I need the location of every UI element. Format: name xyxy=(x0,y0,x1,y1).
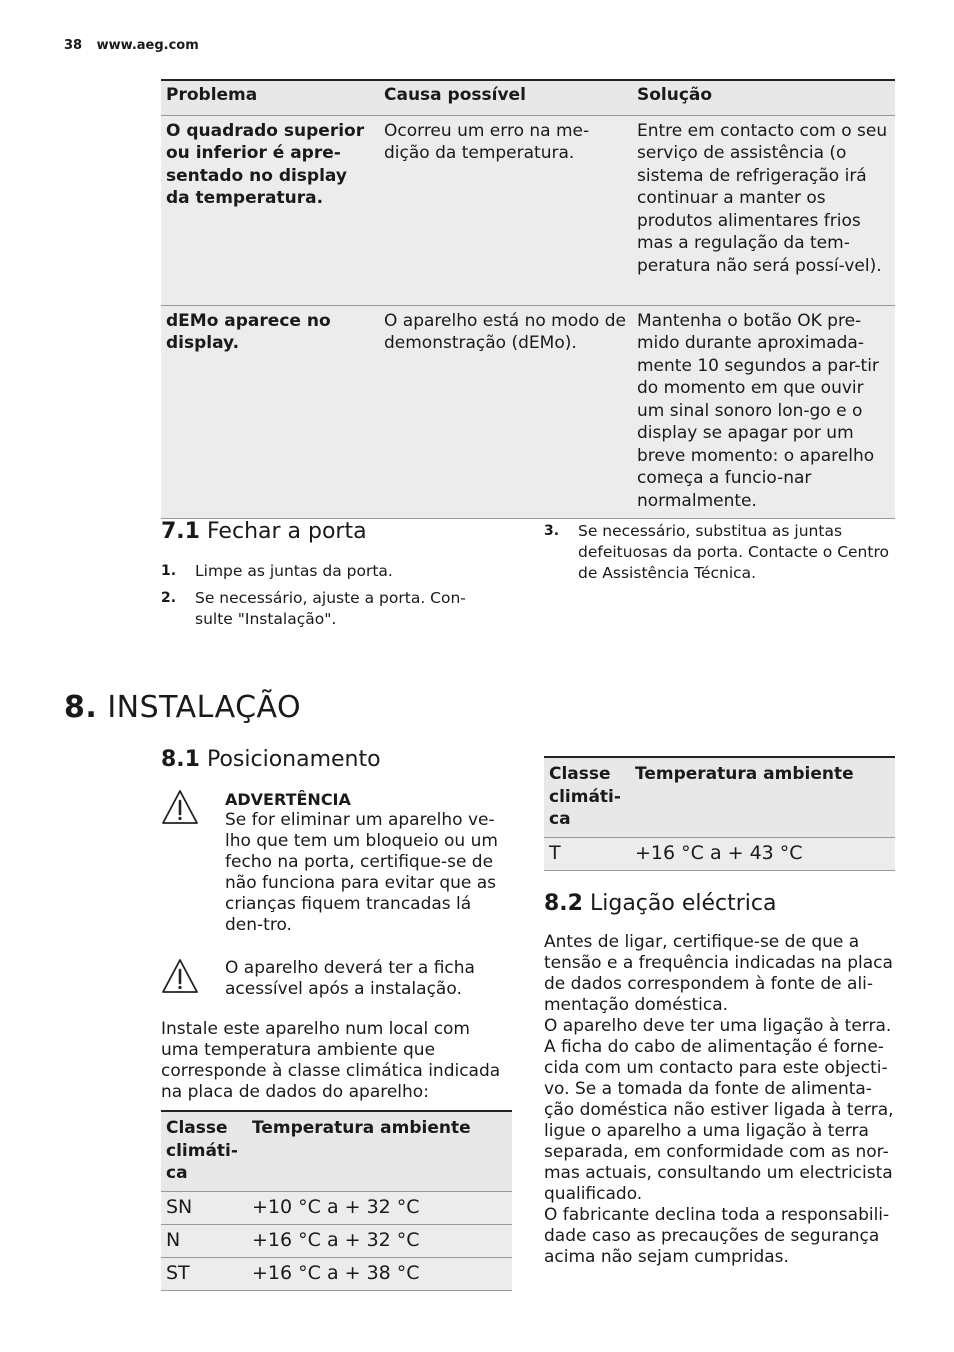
climate-class-table xyxy=(161,1110,512,1291)
class-cell: T xyxy=(544,837,630,870)
page-header xyxy=(64,38,209,53)
problem-cell: dEMo aparece no display. xyxy=(161,305,379,519)
chapter-title: INSTALAÇÃO xyxy=(107,690,302,725)
paragraph: O aparelho deve ter uma ligação à terra. A ficha do cabo de alimentação é forne-cida com um contacto para este objecti-vo. Se a tomada da fonte de alimenta-ção doméstica não estiver ligada à terra, ligue o aparelho a uma ligação à terra separada, em conformidade com as nor-mas actuais, consultando um electricista qualificado. xyxy=(544,1016,894,1204)
list-item xyxy=(161,588,501,630)
temperature-cell: +16 °C a + 32 °C xyxy=(247,1224,512,1257)
troubleshooting-table xyxy=(161,79,895,519)
warning-triangle-icon xyxy=(161,958,225,1000)
chapter-number: 8. xyxy=(64,690,98,725)
table-header-row xyxy=(161,1112,512,1191)
list-item xyxy=(544,521,894,584)
column-header: Classe climáti-ca xyxy=(161,1112,247,1191)
step-text: Se necessário, ajuste a porta. Con-sulte "Instalação". xyxy=(195,589,466,628)
section-title: Posicionamento xyxy=(206,747,381,772)
step-number: 3. xyxy=(544,523,560,539)
warning-text: Se for eliminar um aparelho ve-lho que tem um bloqueio ou um fecho na porta, certifique-se de não funciona para evitar que as crianças fiquem trancadas lá den-tro. xyxy=(225,810,498,935)
section-title: Fechar a porta xyxy=(206,519,367,544)
column-header: Solução xyxy=(632,81,895,115)
section-heading-8-1 xyxy=(161,747,381,772)
website-link[interactable]: www.aeg.com xyxy=(96,38,199,53)
solution-cell: Entre em contacto com o seu serviço de assistência (o sistema de refrigeração irá continuar a manter os produtos alimentares frios mas a regulação da tem-peratura não será possí-vel). xyxy=(632,115,895,305)
steps-list-left xyxy=(161,561,501,636)
section-number: 7.1 xyxy=(161,519,200,544)
warning-block xyxy=(161,958,513,1000)
warning-text: O aparelho deverá ter a ficha acessível após a instalação. xyxy=(225,958,475,999)
section-heading-7-1 xyxy=(161,519,367,544)
table-row xyxy=(161,305,895,519)
solution-cell: Mantenha o botão OK pre-mido durante aproximada-mente 10 segundos a par-tir do momento em que ouvir um sinal sonoro lon-go e o display se apagar por um breve momento: o aparelho começa a funcio-nar normalmente. xyxy=(632,305,895,519)
steps-list-right xyxy=(544,521,894,590)
warning-title: ADVERTÊNCIA xyxy=(225,790,351,809)
class-cell: SN xyxy=(161,1191,247,1224)
paragraph: Antes de ligar, certifique-se de que a tensão e a frequência indicadas na placa de dados correspondem à fonte de ali-mentação doméstica. xyxy=(544,932,893,1015)
warning-block xyxy=(161,789,513,936)
positioning-intro: Instale este aparelho num local com uma temperatura ambiente que corresponde à classe climática indicada na placa de dados do aparelho: xyxy=(161,1019,501,1102)
table-row xyxy=(161,1257,512,1290)
section-number: 8.2 xyxy=(544,891,583,916)
problem-cell: O quadrado superior ou inferior é apre-sentado no display da temperatura. xyxy=(161,115,379,305)
temperature-cell: +10 °C a + 32 °C xyxy=(247,1191,512,1224)
table-header-row xyxy=(544,758,895,837)
column-header: Classe climáti-ca xyxy=(544,758,630,837)
table-row xyxy=(161,115,895,305)
column-header: Problema xyxy=(161,81,379,115)
table-header-row xyxy=(161,81,895,115)
page-number: 38 xyxy=(64,38,83,53)
electrical-connection-text xyxy=(544,932,896,1268)
table-row xyxy=(161,1191,512,1224)
table-row xyxy=(544,837,895,870)
cause-cell: O aparelho está no modo de demonstração (dEMo). xyxy=(379,305,632,519)
chapter-heading-8 xyxy=(64,690,301,725)
paragraph: O fabricante declina toda a responsabili-dade caso as precauções de segurança acima não sejam cumpridas. xyxy=(544,1205,890,1267)
section-title: Ligação eléctrica xyxy=(589,891,777,916)
section-number: 8.1 xyxy=(161,747,200,772)
temperature-cell: +16 °C a + 38 °C xyxy=(247,1257,512,1290)
climate-class-table xyxy=(544,756,895,871)
step-text: Limpe as juntas da porta. xyxy=(195,562,393,580)
class-cell: N xyxy=(161,1224,247,1257)
column-header: Temperatura ambiente xyxy=(630,758,895,837)
temperature-cell: +16 °C a + 43 °C xyxy=(630,837,895,870)
column-header: Causa possível xyxy=(379,81,632,115)
warning-triangle-icon xyxy=(161,789,225,936)
class-cell: ST xyxy=(161,1257,247,1290)
step-text: Se necessário, substitua as juntas defeituosas da porta. Contacte o Centro de Assistência Técnica. xyxy=(578,522,889,582)
column-header: Temperatura ambiente xyxy=(247,1112,512,1191)
step-number: 1. xyxy=(161,563,177,579)
cause-cell: Ocorreu um erro na me-dição da temperatura. xyxy=(379,115,632,305)
list-item xyxy=(161,561,501,582)
step-number: 2. xyxy=(161,590,177,606)
table-row xyxy=(161,1224,512,1257)
section-heading-8-2 xyxy=(544,891,776,916)
